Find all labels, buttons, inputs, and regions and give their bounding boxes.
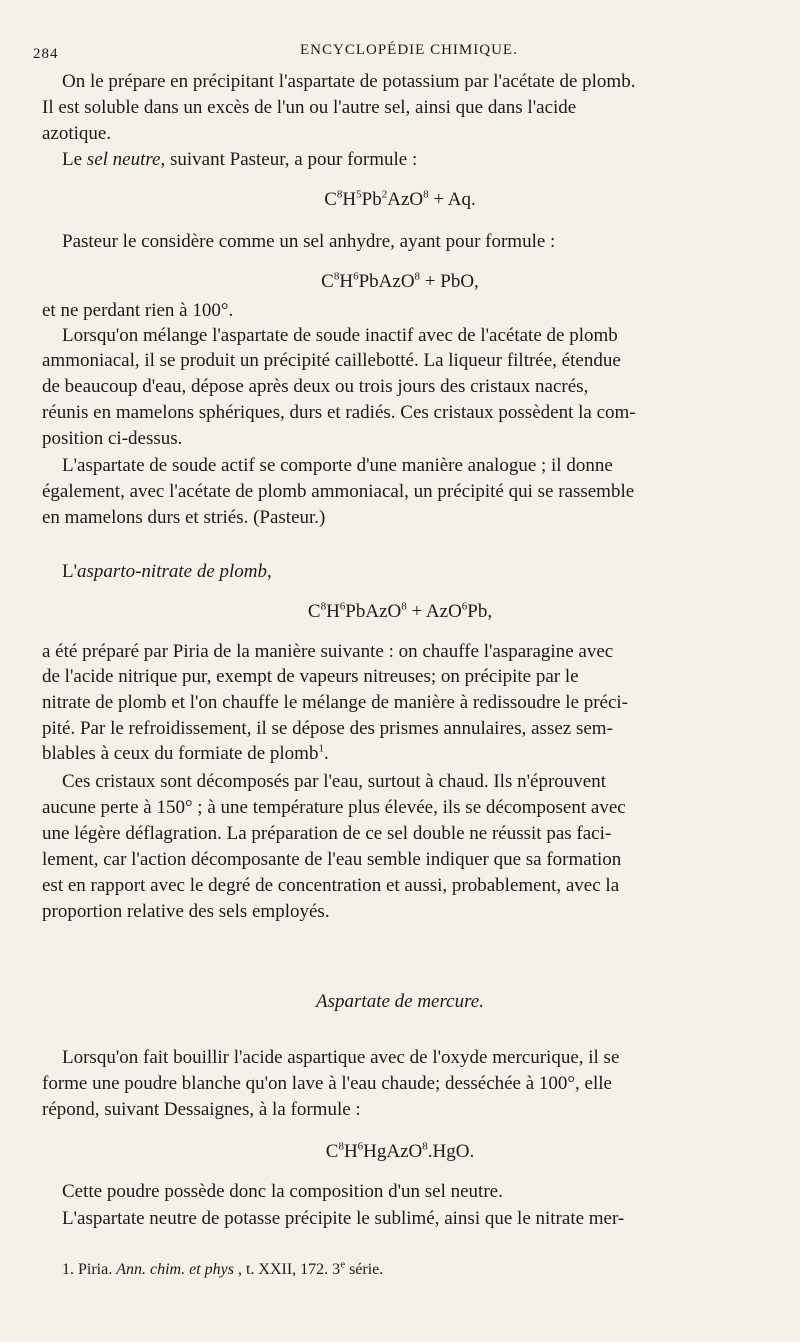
text-line: lement, car l'action décomposante de l'eau semble indiquer que sa formation (42, 849, 622, 870)
text-line: L'asparto-nitrate de plomb, (62, 561, 272, 582)
text-line: répond, suivant Dessaignes, à la formule : (42, 1099, 361, 1120)
text-line: Lorsqu'on fait bouillir l'acide aspartique avec de l'oxyde mercurique, il se (62, 1047, 620, 1068)
text-line: Le sel neutre, suivant Pasteur, a pour formule : (62, 149, 418, 170)
text-line: une légère déflagration. La préparation de ce sel double ne réussit pas faci- (42, 823, 612, 844)
text-line: Cette poudre possède donc la composition d'un sel neutre. (62, 1181, 503, 1202)
text-line: est en rapport avec le degré de concentration et aussi, probablement, avec la (42, 875, 620, 896)
text-line: L'aspartate neutre de potasse précipite le sublimé, ainsi que le nitrate mer- (62, 1208, 625, 1229)
text-line: de l'acide nitrique pur, exempt de vapeurs nitreuses; on précipite par le (42, 666, 579, 687)
section-title: Aspartate de mercure. (316, 991, 484, 1012)
formula: $C^8H^6PbAzO^8$ + PbO, (321, 270, 479, 292)
text-line: aucune perte à 150° ; à une température plus élevée, ils se décomposent avec (42, 797, 626, 818)
text-line: ammoniacal, il se produit un précipité caillebotté. La liqueur filtrée, étendue (42, 350, 621, 371)
formula: $C^8H^6PbAzO^8 + AzO^6Pb$, (307, 600, 493, 622)
text-line: Il est soluble dans un excès de l'un ou l'autre sel, ainsi que dans l'acide (42, 97, 577, 118)
text-line: Lorsqu'on mélange l'aspartate de soude inactif avec de l'acétate de plomb (62, 325, 618, 346)
text-line: en mamelons durs et striés. (Pasteur.) (42, 507, 326, 528)
footnote: 1. Piria. Ann. chim. et phys , t. XXII, 172. 3e série. (62, 1258, 384, 1278)
text-line: pité. Par le refroidissement, il se dépose des prismes annulaires, assez sem- (42, 718, 613, 739)
text-line: Pasteur le considère comme un sel anhydre, ayant pour formule : (62, 231, 556, 252)
footnote-ref: 1 (318, 742, 324, 755)
text-line: de beaucoup d'eau, dépose après deux ou trois jours des cristaux nacrés, (42, 376, 589, 397)
text-line: position ci-dessus. (42, 428, 183, 449)
formula: $C^8H^6HgAzO^8.HgO$. (325, 1140, 475, 1162)
text-line: blables à ceux du formiate de plomb$^1$. (42, 742, 329, 764)
text-line: azotique. (42, 123, 112, 144)
text-line: également, avec l'acétate de plomb ammoniacal, un précipité qui se rassemble (42, 481, 635, 502)
page-number: 284 (33, 46, 59, 62)
text-line: nitrate de plomb et l'on chauffe le mélange de manière à redissoudre le préci- (42, 692, 629, 713)
text-line: réunis en mamelons sphériques, durs et radiés. Ces cristaux possèdent la com- (42, 402, 636, 423)
text-line: On le prépare en précipitant l'aspartate de potassium par l'acétate de plomb. (62, 71, 636, 92)
text-line: forme une poudre blanche qu'on lave à l'eau chaude; desséchée à 100°, elle (42, 1073, 612, 1094)
text-line: L'aspartate de soude actif se comporte d'une manière analogue ; il donne (62, 455, 613, 476)
formula: $C^8H^5Pb^2AzO^8 + Aq$. (324, 188, 476, 210)
text-line: proportion relative des sels employés. (42, 901, 330, 922)
running-title: ENCYCLOPÉDIE CHIMIQUE. (300, 42, 518, 58)
text-line: Ces cristaux sont décomposés par l'eau, surtout à chaud. Ils n'éprouvent (62, 771, 606, 792)
text-line: et ne perdant rien à 100°. (42, 300, 234, 321)
text-line: a été préparé par Piria de la manière suivante : on chauffe l'asparagine avec (42, 641, 614, 662)
